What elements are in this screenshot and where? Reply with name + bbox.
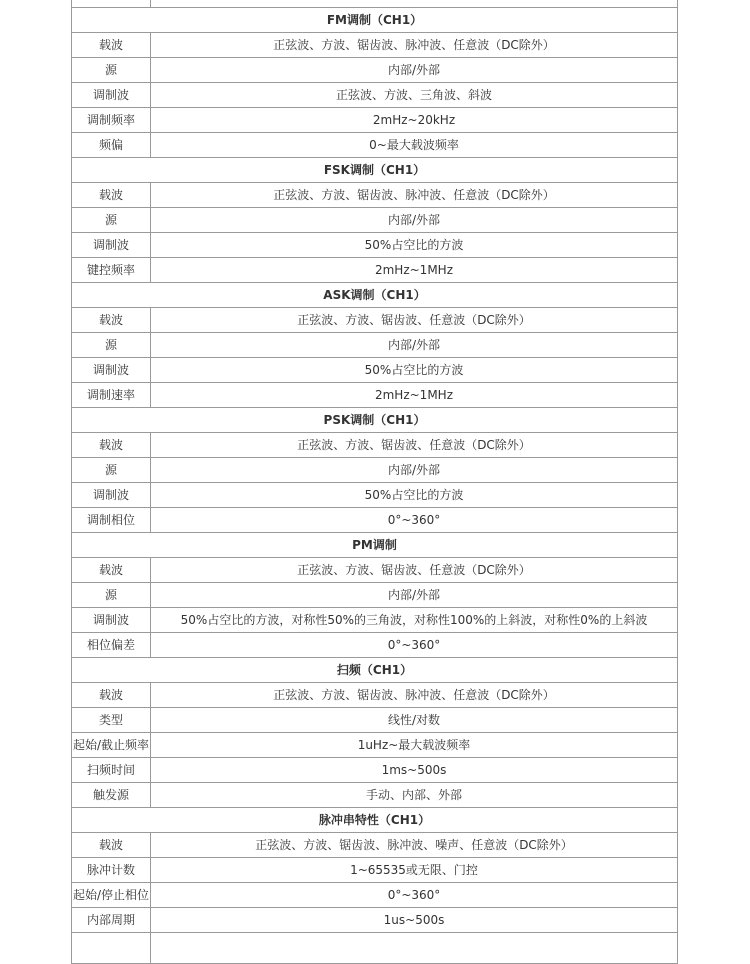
row-value: 0°~360° <box>151 508 678 533</box>
table-cell <box>72 0 151 8</box>
table-row <box>72 783 678 808</box>
row-value: 2mHz~20kHz <box>151 108 678 133</box>
row-value: 内部/外部 <box>151 583 678 608</box>
row-value: 手动、内部、外部 <box>151 783 678 808</box>
row-label: 载波 <box>72 308 151 333</box>
section-header-row <box>72 8 678 33</box>
row-value: 2mHz~1MHz <box>151 258 678 283</box>
row-value: 50%占空比的方波 <box>151 358 678 383</box>
section-title: 扫频（CH1） <box>72 658 678 683</box>
table-row <box>72 633 678 658</box>
row-label: 调制频率 <box>72 108 151 133</box>
table-row <box>72 383 678 408</box>
row-label: 调制波 <box>72 608 151 633</box>
table-cell <box>151 933 678 964</box>
row-value: 0°~360° <box>151 883 678 908</box>
row-value: 正弦波、方波、锯齿波、脉冲波、任意波（DC除外） <box>151 683 678 708</box>
table-cell <box>151 0 678 8</box>
table-row <box>72 608 678 633</box>
table-row <box>72 708 678 733</box>
section-title: FSK调制（CH1） <box>72 158 678 183</box>
row-value: 2mHz~1MHz <box>151 383 678 408</box>
section-title: PSK调制（CH1） <box>72 408 678 433</box>
row-label: 调制波 <box>72 358 151 383</box>
row-label: 调制相位 <box>72 508 151 533</box>
section-header-row <box>72 158 678 183</box>
row-value: 内部/外部 <box>151 458 678 483</box>
table-row <box>72 683 678 708</box>
table-row <box>72 208 678 233</box>
table-row <box>72 108 678 133</box>
row-value: 内部/外部 <box>151 58 678 83</box>
row-label: 调制波 <box>72 233 151 258</box>
row-label: 源 <box>72 583 151 608</box>
row-label: 调制波 <box>72 83 151 108</box>
row-label: 源 <box>72 58 151 83</box>
section-title: PM调制 <box>72 533 678 558</box>
row-label: 相位偏差 <box>72 633 151 658</box>
section-title: 脉冲串特性（CH1） <box>72 808 678 833</box>
row-label: 内部周期 <box>72 908 151 933</box>
table-row <box>72 508 678 533</box>
row-label: 起始/停止相位 <box>72 883 151 908</box>
row-label: 载波 <box>72 558 151 583</box>
table-row <box>72 308 678 333</box>
table-row <box>72 133 678 158</box>
table-row-partial-top <box>72 0 678 8</box>
row-value: 线性/对数 <box>151 708 678 733</box>
row-value: 正弦波、方波、锯齿波、脉冲波、任意波（DC除外） <box>151 33 678 58</box>
row-label: 源 <box>72 333 151 358</box>
row-value: 正弦波、方波、锯齿波、脉冲波、任意波（DC除外） <box>151 183 678 208</box>
table-row <box>72 333 678 358</box>
table-row <box>72 858 678 883</box>
row-label: 调制波 <box>72 483 151 508</box>
table-row-partial-bottom <box>72 933 678 964</box>
table-row <box>72 433 678 458</box>
row-label: 频偏 <box>72 133 151 158</box>
row-value: 内部/外部 <box>151 333 678 358</box>
table-row <box>72 183 678 208</box>
section-header-row <box>72 408 678 433</box>
table-row <box>72 583 678 608</box>
spec-table <box>71 0 678 964</box>
row-label: 类型 <box>72 708 151 733</box>
spec-table-body <box>72 0 678 964</box>
row-label: 载波 <box>72 33 151 58</box>
row-label: 载波 <box>72 833 151 858</box>
row-value: 1~65535或无限、门控 <box>151 858 678 883</box>
row-value: 正弦波、方波、锯齿波、任意波（DC除外） <box>151 308 678 333</box>
table-row <box>72 883 678 908</box>
section-title: ASK调制（CH1） <box>72 283 678 308</box>
table-row <box>72 733 678 758</box>
section-title: FM调制（CH1） <box>72 8 678 33</box>
row-value: 50%占空比的方波，对称性50%的三角波，对称性100%的上斜波，对称性0%的上斜波 <box>151 608 678 633</box>
row-value: 正弦波、方波、锯齿波、脉冲波、噪声、任意波（DC除外） <box>151 833 678 858</box>
row-label: 载波 <box>72 683 151 708</box>
table-row <box>72 558 678 583</box>
table-row <box>72 458 678 483</box>
row-value: 内部/外部 <box>151 208 678 233</box>
row-value: 0°~360° <box>151 633 678 658</box>
table-row <box>72 83 678 108</box>
row-label: 扫频时间 <box>72 758 151 783</box>
row-value: 1us~500s <box>151 908 678 933</box>
row-label: 调制速率 <box>72 383 151 408</box>
table-row <box>72 233 678 258</box>
row-value: 50%占空比的方波 <box>151 233 678 258</box>
table-row <box>72 33 678 58</box>
table-row <box>72 833 678 858</box>
row-label: 源 <box>72 208 151 233</box>
row-label: 脉冲计数 <box>72 858 151 883</box>
section-header-row <box>72 658 678 683</box>
table-row <box>72 258 678 283</box>
row-label: 起始/截止频率 <box>72 733 151 758</box>
table-row <box>72 58 678 83</box>
row-label: 载波 <box>72 433 151 458</box>
row-value: 正弦波、方波、锯齿波、任意波（DC除外） <box>151 433 678 458</box>
row-value: 1uHz~最大载波频率 <box>151 733 678 758</box>
row-value: 1ms~500s <box>151 758 678 783</box>
section-header-row <box>72 808 678 833</box>
row-value: 正弦波、方波、三角波、斜波 <box>151 83 678 108</box>
table-row <box>72 358 678 383</box>
row-value: 正弦波、方波、锯齿波、任意波（DC除外） <box>151 558 678 583</box>
table-row <box>72 483 678 508</box>
table-row <box>72 908 678 933</box>
row-label: 键控频率 <box>72 258 151 283</box>
row-value: 50%占空比的方波 <box>151 483 678 508</box>
section-header-row <box>72 533 678 558</box>
row-value: 0~最大载波频率 <box>151 133 678 158</box>
table-row <box>72 758 678 783</box>
row-label: 源 <box>72 458 151 483</box>
table-cell <box>72 933 151 964</box>
section-header-row <box>72 283 678 308</box>
row-label: 触发源 <box>72 783 151 808</box>
row-label: 载波 <box>72 183 151 208</box>
